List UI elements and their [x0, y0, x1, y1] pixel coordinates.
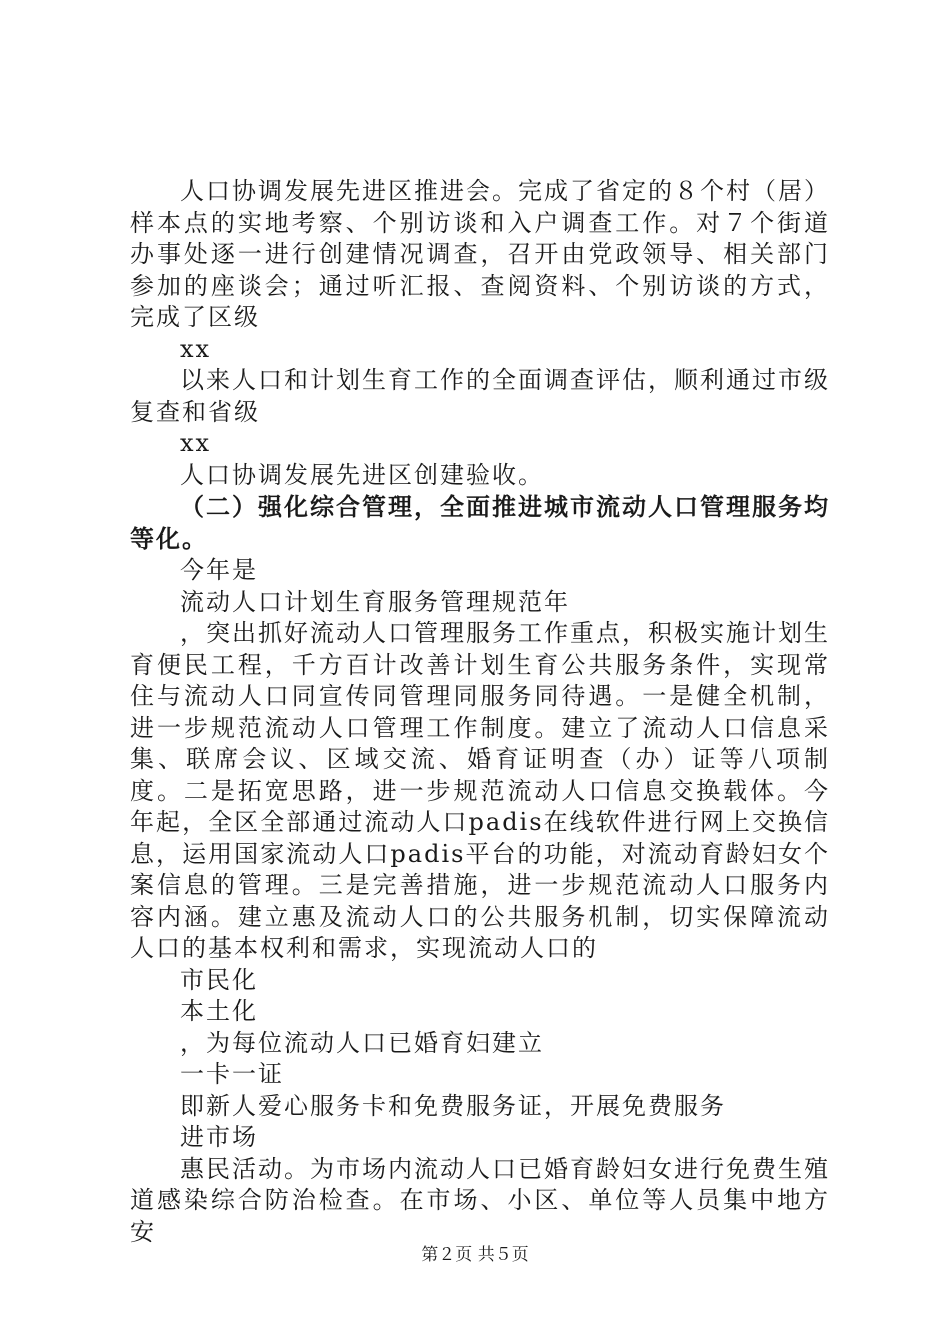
- paragraph: 今年是: [180, 556, 258, 584]
- paragraph: 流动人口计划生育服务管理规范年: [180, 587, 570, 616]
- page-number-footer: 第２页 共５页: [421, 1245, 529, 1265]
- paragraph: 人口协调发展先进区推进会。完成了省定的８个村（居）样本点的实地考察、个别访谈和入户调查工作。对７个街道办事处逐一进行创建情况调查，召开由党政领导、相关部门参加的座谈会；通过听汇报、查阅资料、个别访谈的方式，完成了区级: [130, 177, 830, 331]
- section-heading: （二）强化综合管理，全面推进城市流动人口管理服务均等化。: [130, 493, 830, 553]
- paragraph: 一卡一证: [180, 1060, 284, 1088]
- paragraph: 市民化: [180, 965, 258, 994]
- paragraph: 进市场: [180, 1123, 258, 1151]
- document-body: [130, 176, 830, 1248]
- paragraph: 本土化: [180, 997, 258, 1025]
- paragraph: 人口协调发展先进区创建验收。: [180, 460, 544, 489]
- paragraph: xx: [180, 429, 212, 457]
- paragraph: xx: [180, 334, 212, 363]
- paragraph: 惠民活动。为市场内流动人口已婚育龄妇女进行免费生殖道感染综合防治检查。在市场、小区、单位等人员集中地方安: [130, 1154, 830, 1246]
- paragraph: ，为每位流动人口已婚育妇建立: [180, 1028, 544, 1057]
- paragraph: ，突出抓好流动人口管理服务工作重点，积极实施计划生育便民工程，千方百计改善计划生育公共服务条件，实现常住与流动人口同宣传同管理同服务同待遇。一是健全机制，进一步规范流动人口管理工作制度。建立了流动人口信息采集、联席会议、区域交流、婚育证明查（办）证等八项制度。二是拓宽思路，进一步规范流动人口信息交换载体。今年起，全区全部通过流动人口padis在线软件进行网上交换信息，运用国家流动人口padis平台的功能，对流动育龄妇女个案信息的管理。三是完善措施，进一步规范流动人口服务内容内涵。建立惠及流动人口的公共服务机制，切实保障流动人口的基本权利和需求，实现流动人口的: [130, 619, 830, 962]
- paragraph: 即新人爱心服务卡和免费服务证，开展免费服务: [180, 1091, 726, 1120]
- paragraph: 以来人口和计划生育工作的全面调查评估，顺利通过市级复查和省级: [130, 366, 830, 426]
